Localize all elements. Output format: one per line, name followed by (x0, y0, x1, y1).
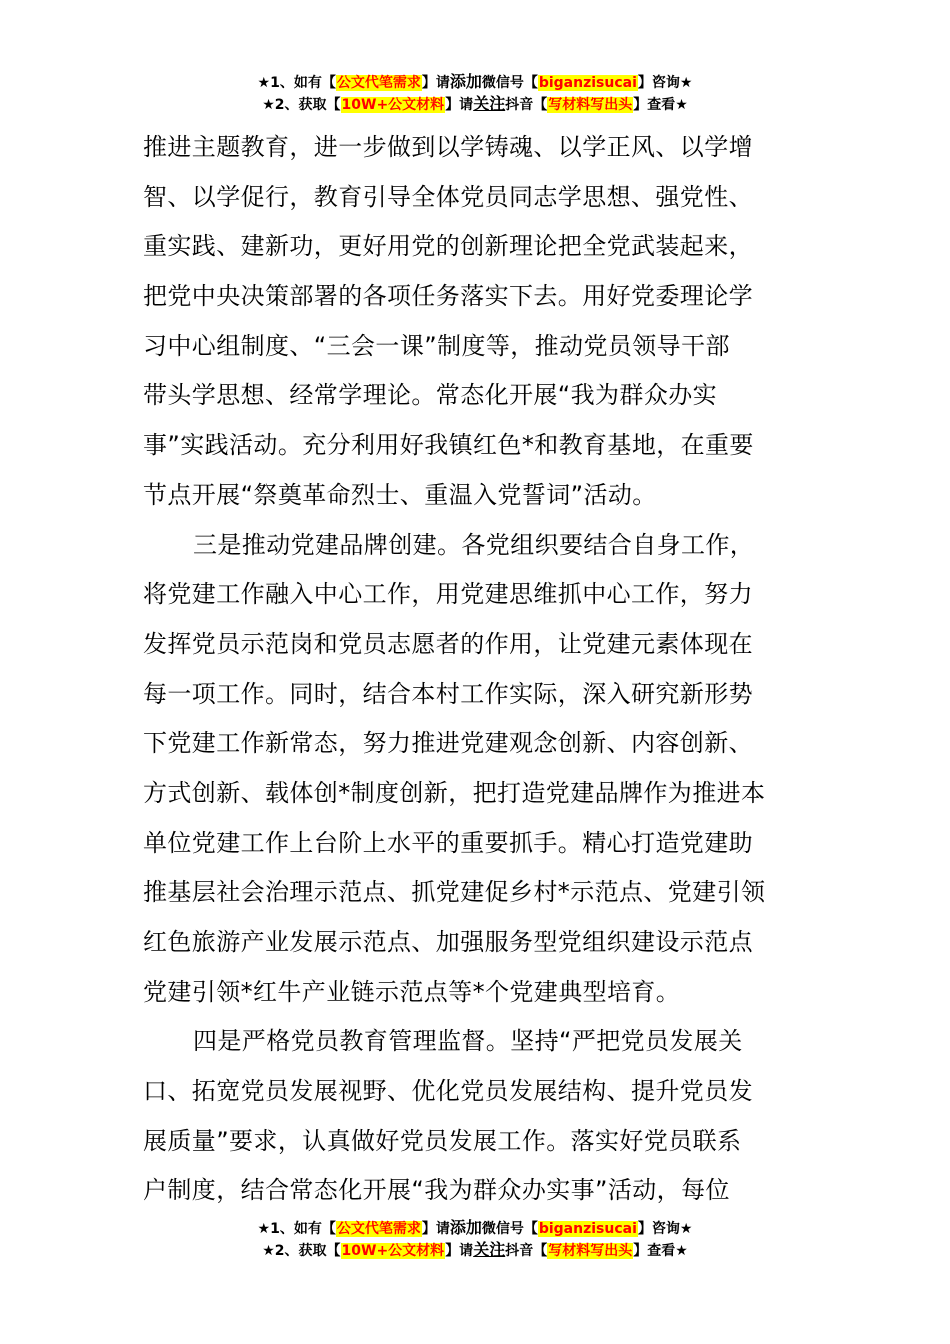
body-line: 推进主题教育，进一步做到以学铸魂、以学正风、以学增 (143, 133, 753, 161)
header-highlight-service: 公文代笔需求 (336, 75, 421, 91)
body-line: 带头学思想、经常学理论。常态化开展“我为群众办实 (143, 381, 718, 410)
footer-banner-line-2: ★2、获取【10W+公文材料】请关注抖音【写材料写出头】查看★ (262, 1240, 688, 1259)
body-line: 把党中央决策部署的各项任务落实下去。用好党委理论学 (143, 282, 753, 311)
header-banner (0, 72, 950, 116)
header-highlight-douyin: 写材料写出头 (548, 97, 633, 113)
body-line: 口、拓宽党员发展视野、优化党员发展结构、提升党员发 (143, 1077, 753, 1106)
header-highlight-wechat-id: biganzisucai (538, 75, 637, 91)
body-line: 节点开展“祭奠革命烈士、重温入党誓词”活动。 (143, 480, 657, 509)
body-line: 党建引领*红牛产业链示范点等*个党建典型培育。 (143, 977, 681, 1006)
body-line: 智、以学促行，教育引导全体党员同志学思想、强党性、 (143, 182, 753, 211)
footer-highlight-materials: 10W+公文材料 (341, 1243, 445, 1259)
body-line: 习中心组制度、“三会一课”制度等，推动党员领导干部 (143, 331, 730, 360)
body-line: 重实践、建新功，更好用党的创新理论把全党武装起来， (143, 232, 753, 261)
body-line: 发挥党员示范岗和党员志愿者的作用，让党建元素体现在 (143, 629, 753, 658)
header-banner-line-1: ★1、如有【公文代笔需求】请添加微信号【biganzisucai】咨询★ (257, 72, 693, 91)
body-line: 红色旅游产业发展示范点、加强服务型党组织建设示范点 (143, 928, 753, 956)
footer-highlight-douyin: 写材料写出头 (548, 1243, 633, 1259)
header-highlight-materials: 10W+公文材料 (341, 97, 445, 113)
body-line: 将党建工作融入中心工作，用党建思维抓中心工作，努力 (143, 580, 753, 609)
body-line: 每一项工作。同时，结合本村工作实际，深入研究新形势 (143, 679, 753, 708)
header-banner-line-2: ★2、获取【10W+公文材料】请关注抖音【写材料写出头】查看★ (262, 94, 688, 113)
body-line: 方式创新、载体创*制度创新，把打造党建品牌作为推进本 (143, 778, 766, 807)
body-line: 展质量”要求，认真做好党员发展工作。落实好党员联系 (143, 1126, 742, 1155)
body-line: 推基层社会治理示范点、抓党建促乡村*示范点、党建引领 (143, 878, 766, 907)
body-line: 单位党建工作上台阶上水平的重要抓手。精心打造党建助 (143, 828, 753, 857)
footer-highlight-service: 公文代笔需求 (336, 1221, 421, 1237)
footer-highlight-wechat-id: biganzisucai (538, 1221, 637, 1237)
paragraph-start-line: 三是推动党建品牌创建。各党组织要结合自身工作， (193, 530, 755, 559)
document-body (143, 123, 808, 1216)
footer-banner-line-1: ★1、如有【公文代笔需求】请添加微信号【biganzisucai】咨询★ (257, 1218, 693, 1237)
footer-banner (0, 1218, 950, 1262)
body-line: 下党建工作新常态，努力推进党建观念创新、内容创新、 (143, 729, 753, 758)
body-line: 事”实践活动。充分利用好我镇红色*和教育基地，在重要 (143, 431, 754, 460)
paragraph-start-line: 四是严格党员教育管理监督。坚持“严把党员发展关 (193, 1027, 743, 1056)
body-line: 户制度，结合常态化开展“我为群众办实事”活动，每位 (143, 1176, 730, 1205)
